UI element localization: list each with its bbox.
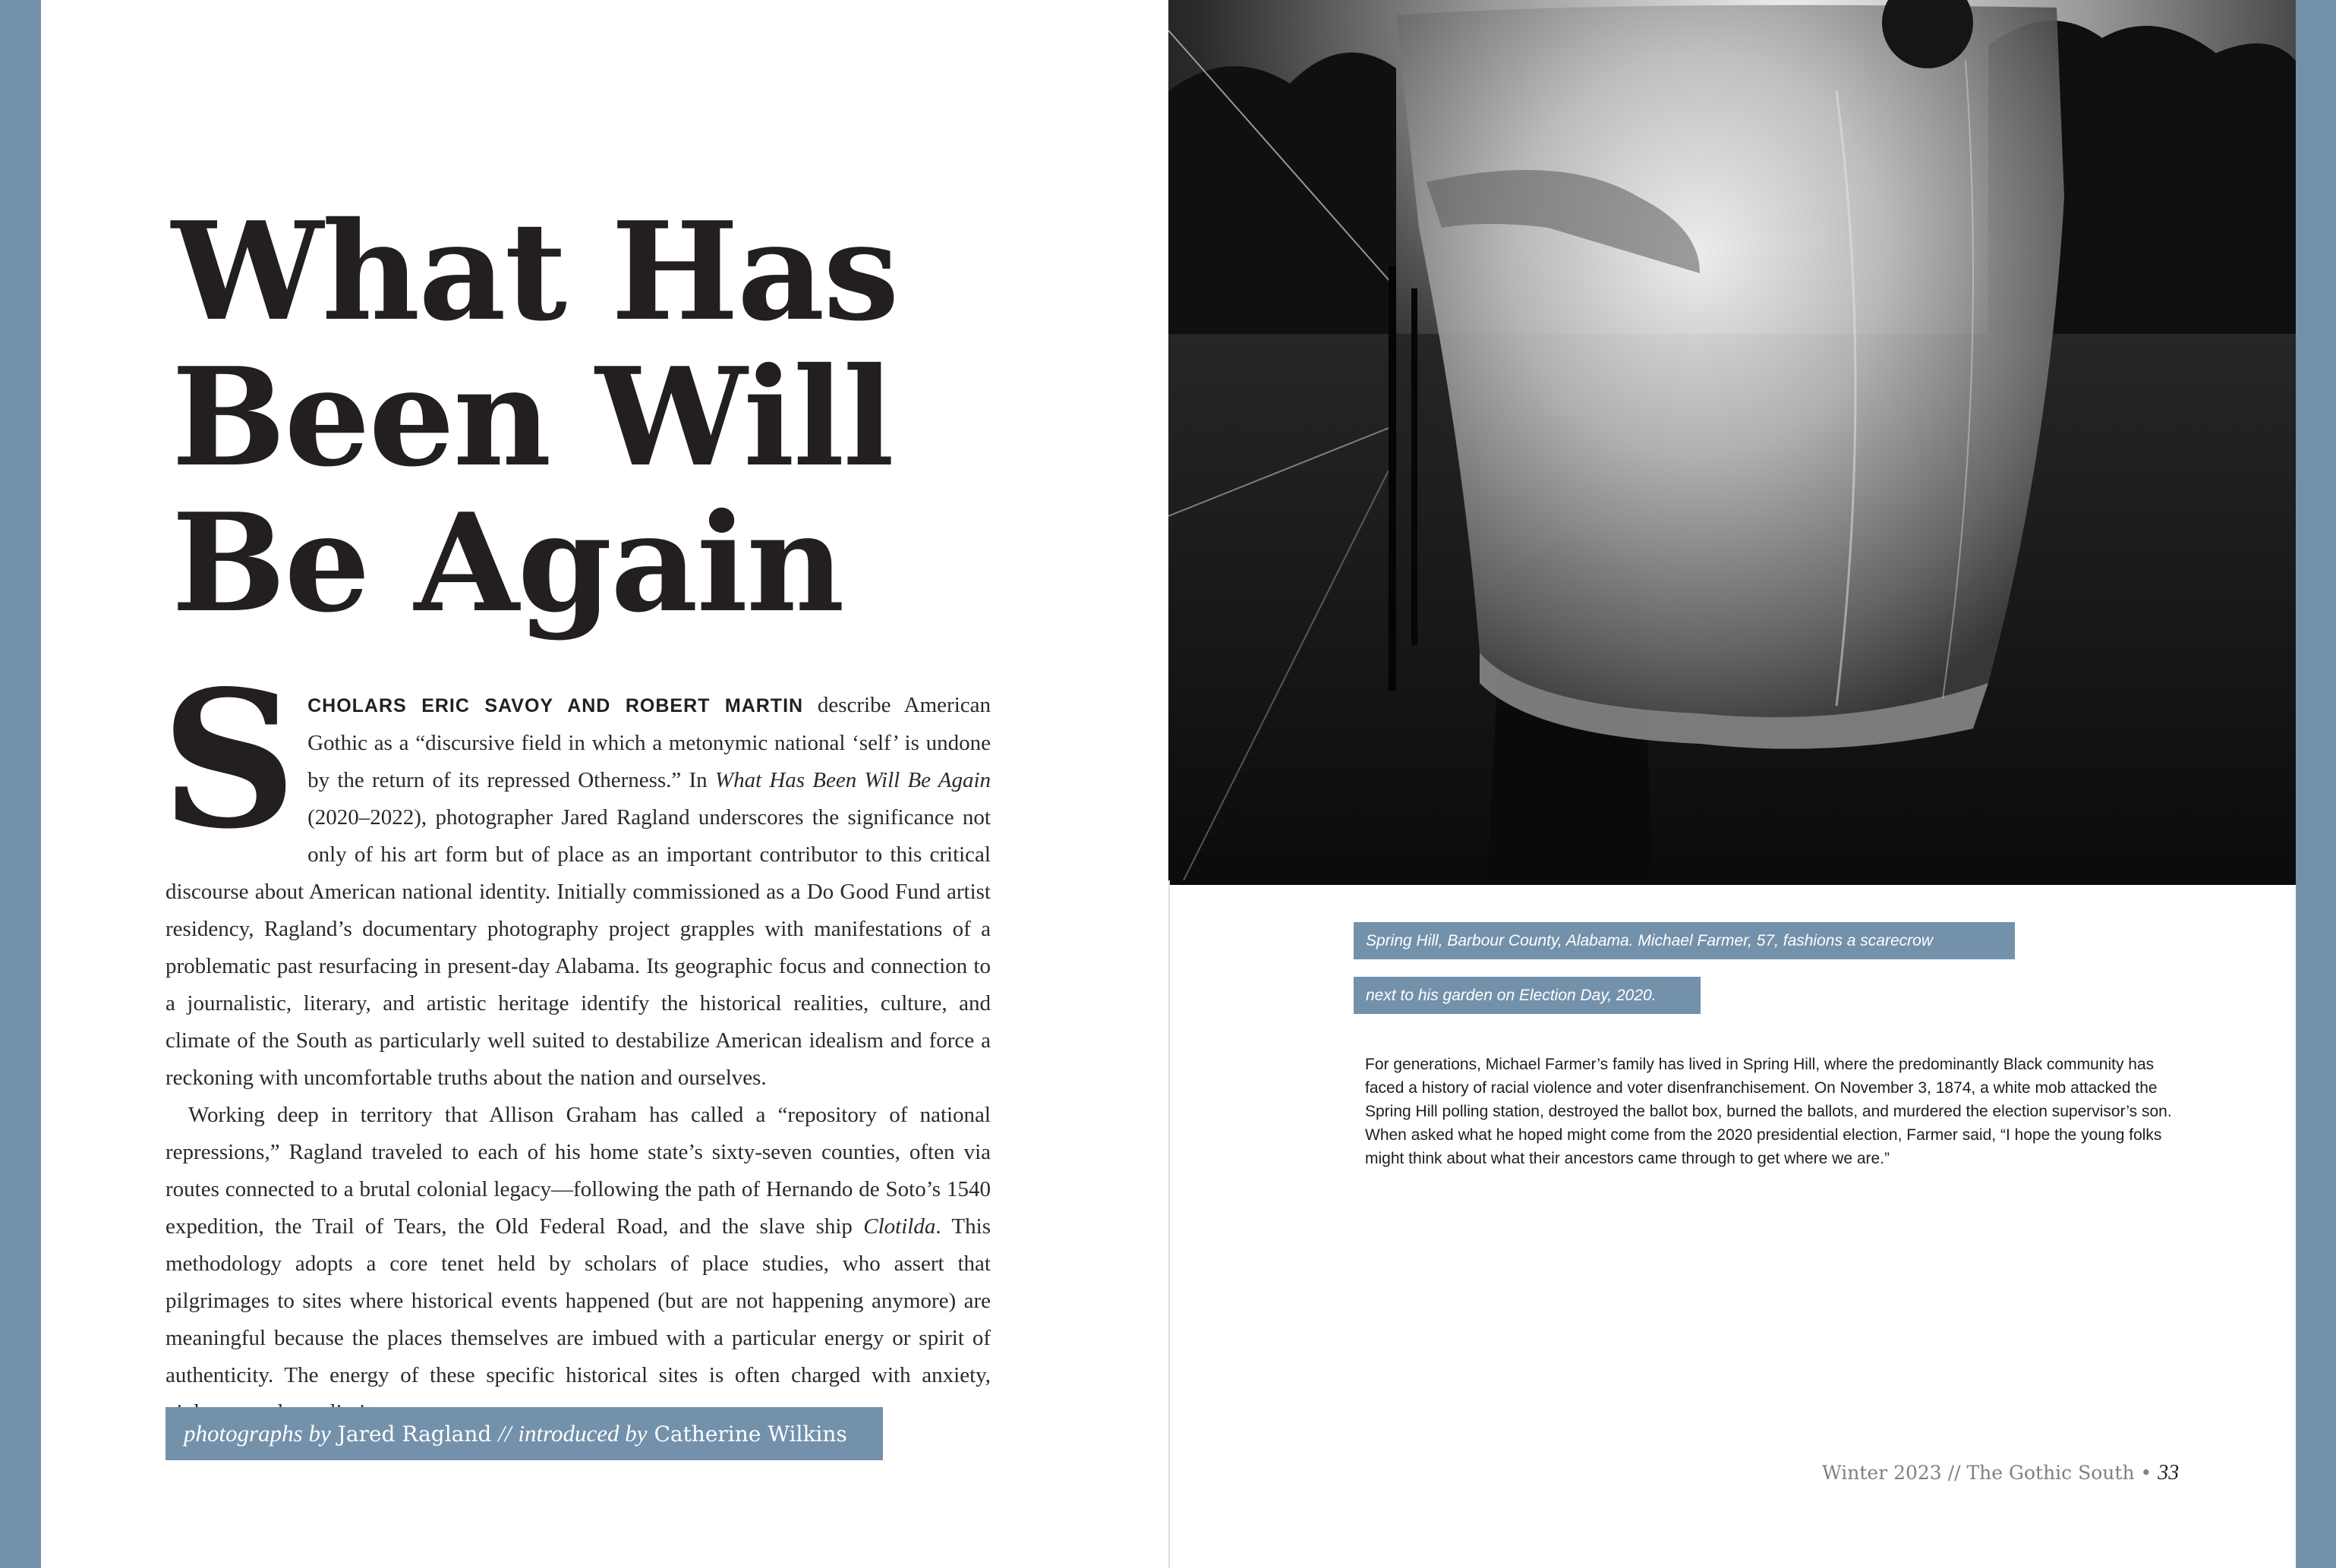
photo-illustration xyxy=(1168,0,2296,885)
ship-name: Clotilda xyxy=(863,1214,936,1239)
folio-separator: // xyxy=(1947,1462,1961,1484)
title-line-3: Be Again xyxy=(172,483,843,642)
page-folio xyxy=(1822,1461,2180,1485)
paragraph-2 xyxy=(166,1097,991,1431)
page-number: 33 xyxy=(2158,1461,2180,1485)
article-title xyxy=(172,192,1007,642)
caption-line-2: next to his garden on Election Day, 2020. xyxy=(1354,977,1701,1014)
folio-publication: The Gothic South xyxy=(1966,1462,2135,1484)
drop-cap: S xyxy=(161,650,298,871)
credits-bar xyxy=(166,1407,883,1460)
paragraph-1-text-b: (2020–2022), photographer Jared Ragland underscores the significance not only of his art form but of place as an important contributor to this critical discourse about American national identity. Initially commissioned as a Do Good Fund artist residency, Ragland’s documentary photography project grapples with manifestations of a problematic past resurfacing in present-day Alabama. Its geographic focus and connection to a journalistic, literary, and artistic heritage identify the historical realities, culture, and climate of the South as particularly well suited to destabilize American idealism and force a reckoning with uncomfortable truths about the nation and ourselves. xyxy=(166,805,991,1090)
title-line-2: Been Will xyxy=(172,338,893,496)
photographer-name: Jared Ragland xyxy=(337,1422,492,1447)
project-title: What Has Been Will Be Again xyxy=(714,768,991,792)
scarecrow-photograph xyxy=(1168,0,2296,885)
caption-body: For generations, Michael Farmer’s family has lived in Spring Hill, where the predominantly Black community has faced a history of racial violence and voter disenfranchisement. On November 3, 1874, a white mob attacked the Spring Hill polling station, destroyed the ballot box, burned the ballots, and murdered the election supervisor’s son. When asked what he hoped might come from the 2020 presidential election, Farmer said, “I hope the young folks might think about what their ancestors came through to get where we are.” xyxy=(1365,1056,2172,1167)
credits-separator: // xyxy=(498,1420,512,1447)
introducer-name: Catherine Wilkins xyxy=(654,1422,847,1447)
intro-label: introduced by xyxy=(518,1420,648,1447)
paragraph-1-text-a: describe American Gothic as a “discursive field in which a metonymic national ‘self’ is undone by the return of its repressed Otherness.” In xyxy=(307,693,991,792)
folio-bullet: • xyxy=(2140,1462,2152,1484)
title-line-1: What Has xyxy=(172,192,898,351)
paragraph-2-text-b: . This methodology adopts a core tenet held by scholars of place studies, who assert that pilgrimages to sites where historical events happened (but are not happening anymore) are meaningful because the places themselves are imbued with a particular energy or spirit of authenticity. The energy of these specific historical sites is often charged with anxiety, xyxy=(166,1214,991,1387)
gutter-divider xyxy=(1168,880,1170,1568)
lead-in-caps: CHOLARS ERIC SAVOY AND ROBERT MARTIN xyxy=(307,695,804,716)
folio-issue: Winter 2023 xyxy=(1822,1462,1942,1484)
article-body xyxy=(161,650,991,1431)
caption-line-1: Spring Hill, Barbour County, Alabama. Michael Farmer, 57, fashions a scarecrow xyxy=(1354,922,2015,959)
photos-label: photographs by xyxy=(184,1420,331,1447)
paragraph-2-text-a: Working deep in territory that Allison Graham has called a “repository of national repressions,” Ragland traveled to each of his home state’s sixty-seven counties, often via routes connected to a brutal colonial legacy—following the path of Hernando de Soto’s 1540 expedition, the Trail of Tears, the Old Federal Road, and the slave ship xyxy=(166,1103,991,1239)
paragraph-1 xyxy=(161,650,991,1097)
